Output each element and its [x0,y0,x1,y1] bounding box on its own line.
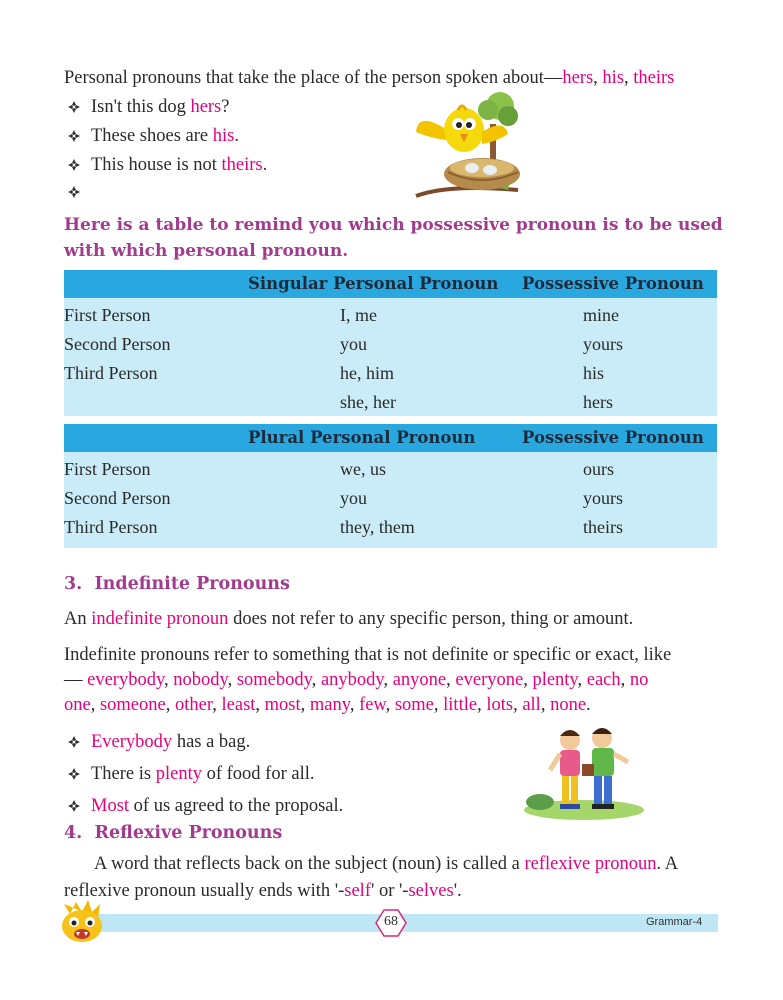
highlight-word: theirs [633,68,675,88]
indefinite-word: everyone [455,670,524,690]
section-title-indefinite: 3. Indefinite Pronouns [64,574,290,594]
indefinite-word: anyone [392,670,447,690]
table-cell: First Person [64,305,151,325]
diamond-bullet-icon [67,799,81,813]
column-header: Singular Personal Pronoun [248,274,499,293]
example-sentence: Isn't this dog hers? [91,97,230,117]
plural-pronoun-table [64,424,717,548]
table-intro-heading: Here is a table to remind you which possessive pronoun is to be used with which personal pronoun. [64,215,723,261]
indefinite-words-line1: — everybody, nobody, somebody, anybody, anyone, everyone, plenty, each, no [64,670,649,690]
diamond-bullet-icon [67,158,81,172]
column-header: Possessive Pronoun [522,428,704,447]
intro-line: Personal pronouns that take the place of the person spoken about—hers, his, theirs [64,68,675,88]
table-cell: theirs [583,517,623,537]
indefinite-word: plenty [532,670,578,690]
table-cell: ours [583,459,614,479]
table-cell: Second Person [64,334,171,354]
indefinite-word: lots [486,695,514,715]
table-cell: his [583,363,605,383]
table-cell: mine [583,305,619,325]
example-sentence: Most of us agreed to the proposal. [91,796,344,816]
table-cell: he, him [340,363,394,383]
example-sentence: These shoes are his. [91,126,239,146]
reflexive-definition: A word that reflects back on the subject (noun) is called a reflexive pronoun. A reflexive pronoun usually ends with '-self' or '-selves'. [64,854,679,901]
indefinite-word: other [174,695,213,715]
book-title: Grammar-4 [646,916,703,928]
indefinite-word: no [629,670,649,690]
table-cell: we, us [340,459,386,479]
table-cell: yours [583,488,623,508]
singular-pronoun-table [64,270,717,416]
indefinite-word: one [64,695,91,715]
example-sentence: This house is not theirs. [91,155,268,175]
table-cell: you [340,488,367,508]
indefinite-word: someone [99,695,166,715]
indefinite-word: least [221,695,256,715]
indefinite-word: many [309,695,350,715]
indefinite-word: all [522,695,541,715]
column-header: Plural Personal Pronoun [248,428,476,447]
diamond-bullet-icon [67,100,81,114]
monster-mascot-icon [56,896,108,946]
table-cell: Second Person [64,488,171,508]
section-title-reflexive: 4. Reflexive Pronouns [64,823,283,843]
indefinite-word: nobody [173,670,228,690]
highlight-word: his [602,68,625,88]
table-cell: First Person [64,459,151,479]
example-sentence: There is plenty of food for all. [91,764,315,784]
table-cell: Third Person [64,363,158,383]
table-cell: I, me [340,305,377,325]
table-cell: yours [583,334,623,354]
intro-text: Personal pronouns that take the place of the person spoken about— [64,68,563,88]
diamond-bullet-icon [67,735,81,749]
indefinite-word: some [394,695,434,715]
indefinite-word: anybody [320,670,384,690]
indefinite-words-line2: one, someone, other, least, most, many, few, some, little, lots, all, none. [64,695,591,715]
indefinite-word: few [359,695,386,715]
page-number: 68 [384,914,398,929]
diamond-bullet-icon [67,767,81,781]
indefinite-word: everybody [87,670,165,690]
kids-walking-illustration [520,722,648,822]
bird-nest-illustration [408,88,526,206]
indefinite-explanation: Indefinite pronouns refer to something that is not definite or specific or exact, like — everybody, nobody, somebody, anybody, anyone, everyone, plenty, each, no one, someone, other, least, most, many, few, some, little, lots, all, none. [64,643,720,718]
indefinite-word: each [586,670,621,690]
example-sentence: Everybody has a bag. [91,732,251,752]
highlight-word: hers [562,68,594,88]
table-cell: Third Person [64,517,158,537]
column-header: Possessive Pronoun [522,274,704,293]
indefinite-word: little [443,695,478,715]
indefinite-word: somebody [236,670,312,690]
indefinite-definition: An indefinite pronoun does not refer to any specific person, thing or amount. [64,609,634,629]
table-cell: they, them [340,517,415,537]
diamond-bullet-icon [67,129,81,143]
table-cell: hers [583,392,613,412]
diamond-bullet-icon [67,185,81,199]
indefinite-word: none [550,695,587,715]
indefinite-word: most [264,695,301,715]
table-cell: she, her [340,392,396,412]
table-cell: you [340,334,367,354]
